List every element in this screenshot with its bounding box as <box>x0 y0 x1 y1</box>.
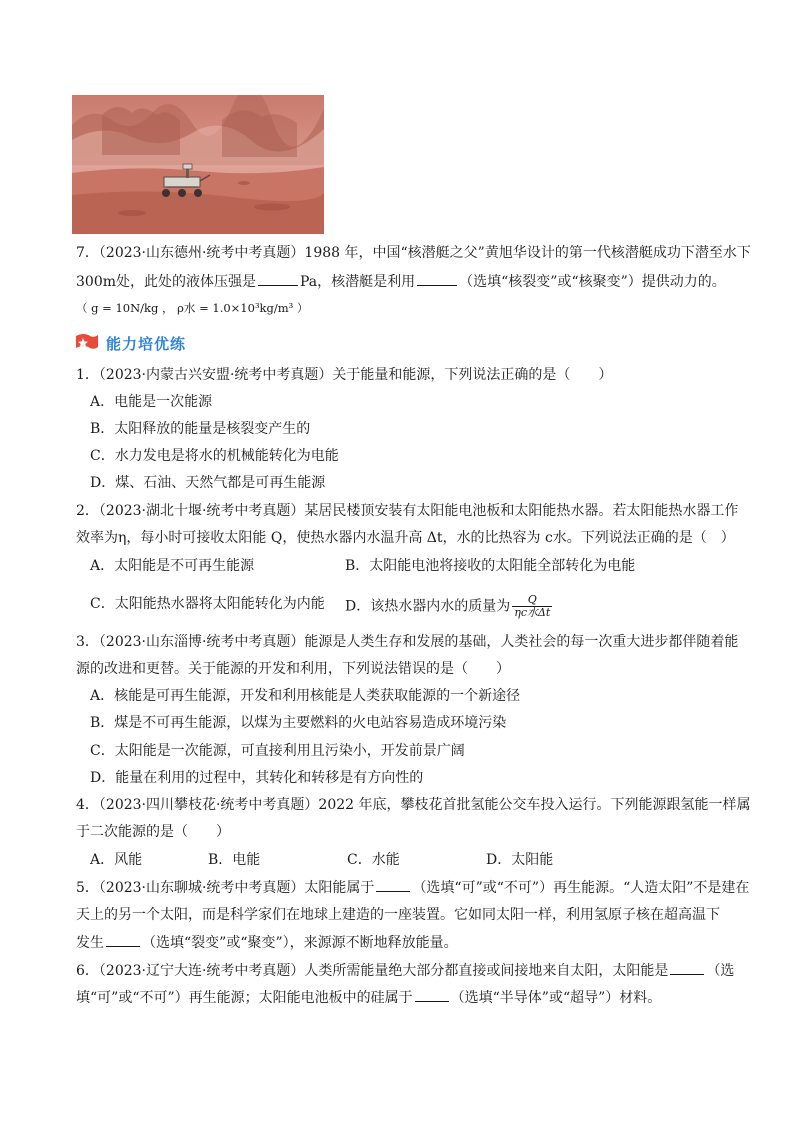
q2-option-d-text: D．该热水器内水的质量为 <box>345 598 511 615</box>
q3-stem-line1: 3．（2023·山东淄博·统考中考真题）能源是人类生存和发展的基础，人类社会的每一次重大进步都伴随着能 <box>76 634 739 650</box>
q6-blank-material[interactable] <box>415 987 449 1002</box>
q5-text-d: （选填“裂变”或“聚变”），来源源不断地释放能量。 <box>142 935 458 951</box>
q5-text-c: 发生 <box>76 935 104 951</box>
q5-line3 <box>76 932 458 953</box>
fraction-denominator: ηc水Δt <box>514 606 551 619</box>
q2-option-d[interactable] <box>345 594 552 619</box>
q6-text-c: 填“可”或“不可”）再生能源；太阳能电池板中的硅属于 <box>76 990 413 1006</box>
q4-stem-line2: 于二次能源的是（ ） <box>76 824 230 840</box>
q3-option-b[interactable]: B．煤是不可再生能源，以煤为主要燃料的火电站容易造成环境污染 <box>90 715 507 731</box>
q6-line1 <box>76 960 734 981</box>
q2-stem-line2: 效率为η，每小时可接收太阳能 Q，使热水器内水温升高 Δt，水的比热容为 c水。下列说法正确的是（ ） <box>76 530 735 546</box>
q2-stem-line1: 2．（2023·湖北十堰·统考中考真题）某居民楼顶安装有太阳能电池板和太阳能热水器。若太阳能热水器工作 <box>76 503 739 519</box>
q6-text-b: （选 <box>706 963 735 979</box>
q4-option-b[interactable]: B．电能 <box>208 852 261 868</box>
q2-mass-fraction <box>512 594 552 619</box>
q7-text-b: Pa，核潜艇是利用 <box>300 274 416 290</box>
q6-text-d: （选填“半导体”或“超导”）材料。 <box>450 990 662 1006</box>
q7-blank-reaction[interactable] <box>417 271 457 286</box>
q5-line1 <box>76 877 749 898</box>
q5-text-b: （选填“可”或“不可”）再生能源。“人造太阳”不是建在 <box>412 880 750 896</box>
q3-option-d[interactable]: D．能量在利用的过程中，其转化和转移是有方向性的 <box>90 770 424 786</box>
q7-blank-pressure[interactable] <box>258 271 298 286</box>
q7-line3: （ g = 10N/kg ， ρ水 = 1.0×10³kg/m³ ） <box>76 301 309 315</box>
q6-text-a: 6．（2023·辽宁大连·统考中考真题）人类所需能量绝大部分都直接或间接地来自太阳，太阳能是 <box>76 963 669 979</box>
q3-option-c[interactable]: C．太阳能是一次能源，可直接利用且污染小，开发前景广阔 <box>90 743 465 759</box>
mars-rover-photo <box>72 95 324 234</box>
section-title: 能力培优练 <box>106 334 187 353</box>
q6-line2 <box>76 987 661 1008</box>
section-header <box>74 331 186 355</box>
q1-option-a[interactable]: A．电能是一次能源 <box>90 394 213 410</box>
q7-line1: 7．（2023·山东德州·统考中考真题）1988 年，中国“核潜艇之父”黄旭华设计的第一代核潜艇成功下潜至水下 <box>76 245 751 261</box>
q7-text-c: （选填“核裂变”或“核聚变”）提供动力的。 <box>459 274 726 290</box>
q2-option-c[interactable]: C．太阳能热水器将太阳能转化为内能 <box>90 596 325 612</box>
q5-line2: 天上的另一个太阳，而是科学家们在地球上建造的一座装置。它如同太阳一样，利用氢原子核在超高温下 <box>76 907 720 923</box>
q1-option-b[interactable]: B．太阳释放的能量是核裂变产生的 <box>90 421 311 437</box>
q4-stem-line1: 4．（2023·四川攀枝花·统考中考真题）2022 年底，攀枝花首批氢能公交车投入运行。下列能源跟氢能一样属 <box>76 797 751 813</box>
q1-option-c[interactable]: C．水力发电是将水的机械能转化为电能 <box>90 448 339 464</box>
q2-option-a[interactable]: A．太阳能是不可再生能源 <box>90 558 255 574</box>
q3-stem-line2: 源的改进和更替。关于能源的开发和利用，下列说法错误的是（ ） <box>76 661 510 677</box>
q7-text-a: 300m处，此处的液体压强是 <box>76 274 256 290</box>
q7-line2 <box>76 271 726 292</box>
q1-stem: 1．（2023·内蒙古兴安盟·统考中考真题）关于能量和能源，下列说法正确的是（ ） <box>76 367 613 383</box>
q4-option-d[interactable]: D．太阳能 <box>486 852 554 868</box>
q5-blank-reaction[interactable] <box>106 932 140 947</box>
q2-option-b[interactable]: B．太阳能电池将接收的太阳能全部转化为电能 <box>345 558 636 574</box>
q4-option-c[interactable]: C．水能 <box>347 852 400 868</box>
fraction-numerator: Q <box>527 593 537 606</box>
q5-blank-renewable[interactable] <box>376 877 410 892</box>
q6-blank-renewable[interactable] <box>670 960 704 975</box>
q1-option-d[interactable]: D．煤、石油、天然气都是可再生能源 <box>90 475 326 491</box>
star-flag-icon <box>74 332 100 354</box>
q3-option-a[interactable]: A．核能是可再生能源，开发和利用核能是人类获取能源的一个新途径 <box>90 688 521 704</box>
q4-option-a[interactable]: A．风能 <box>90 852 143 868</box>
q5-text-a: 5．（2023·山东聊城·统考中考真题）太阳能属于 <box>76 880 375 896</box>
